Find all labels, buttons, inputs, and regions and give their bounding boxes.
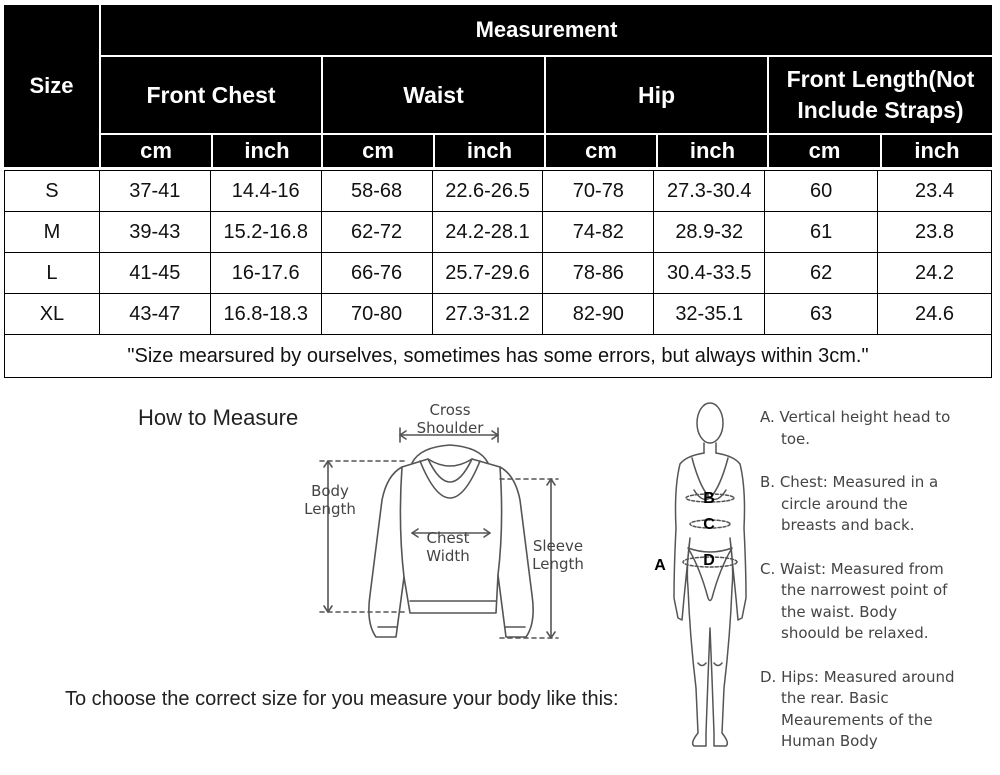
table-cell: 37-41	[99, 171, 210, 212]
chest-width-label: Chest Width	[426, 529, 470, 565]
table-cell: 23.4	[878, 171, 992, 212]
unit-header: inch	[435, 135, 544, 167]
table-row	[5, 212, 992, 253]
size-table	[4, 5, 992, 374]
table-cell: 70-80	[321, 294, 432, 335]
table-cell: 30.4-33.5	[654, 253, 765, 294]
group-header-hip: Hip	[546, 57, 767, 133]
table-cell: 25.7-29.6	[432, 253, 543, 294]
table-cell: 70-78	[543, 171, 654, 212]
legend-item-c: C. Waist: Measured from the narrowest point of the waist. Body shoould be relaxed.	[760, 559, 948, 642]
table-cell: 62-72	[321, 212, 432, 253]
unit-header: cm	[101, 135, 211, 167]
legend-item-b: B. Chest: Measured in a circle around the breasts and back.	[760, 473, 939, 534]
sleeve-length-label: Sleeve Length	[532, 537, 584, 573]
human-body-figure-icon	[660, 398, 760, 753]
table-cell: 58-68	[321, 171, 432, 212]
unit-header: inch	[213, 135, 321, 167]
measurement-header: Measurement	[101, 5, 992, 55]
table-row	[5, 171, 992, 212]
marker-d: D	[703, 552, 715, 569]
how-to-measure-title: How to Measure	[138, 405, 299, 430]
measure-instruction: To choose the correct size for you measure your body like this:	[65, 688, 619, 710]
legend-item-d: D. Hips: Measured around the rear. Basic Meaurements of the Human Body	[760, 667, 955, 750]
table-cell: 62	[765, 253, 878, 294]
table-note-row	[5, 335, 992, 378]
measure-legend	[760, 407, 960, 753]
table-cell: 32-35.1	[654, 294, 765, 335]
body-length-label: Body Length	[304, 482, 356, 518]
size-cell: M	[5, 212, 100, 253]
size-cell: XL	[5, 294, 100, 335]
table-cell: 24.2-28.1	[432, 212, 543, 253]
table-cell: 16.8-18.3	[210, 294, 321, 335]
marker-c: C	[703, 516, 715, 533]
table-cell: 43-47	[99, 294, 210, 335]
table-cell: 41-45	[99, 253, 210, 294]
group-header-waist: Waist	[323, 57, 544, 133]
table-cell: 27.3-31.2	[432, 294, 543, 335]
table-cell: 23.8	[878, 212, 992, 253]
cross-shoulder-label: Cross Shoulder	[416, 401, 484, 437]
size-cell: L	[5, 253, 100, 294]
table-cell: 24.6	[878, 294, 992, 335]
table-cell: 78-86	[543, 253, 654, 294]
table-cell: 22.6-26.5	[432, 171, 543, 212]
table-cell: 39-43	[99, 212, 210, 253]
table-note: "Size mearsured by ourselves, sometimes has some errors, but always within 3cm."	[5, 335, 992, 378]
table-cell: 82-90	[543, 294, 654, 335]
table-cell: 24.2	[878, 253, 992, 294]
table-cell: 15.2-16.8	[210, 212, 321, 253]
legend-item-a: A. Vertical height head to toe.	[760, 408, 951, 448]
table-cell: 28.9-32	[654, 212, 765, 253]
table-cell: 61	[765, 212, 878, 253]
table-row	[5, 253, 992, 294]
table-row	[5, 294, 992, 335]
table-cell: 14.4-16	[210, 171, 321, 212]
table-cell: 63	[765, 294, 878, 335]
unit-header: cm	[769, 135, 880, 167]
size-data-table	[4, 170, 992, 378]
unit-header: inch	[882, 135, 992, 167]
table-cell: 27.3-30.4	[654, 171, 765, 212]
unit-header: inch	[658, 135, 767, 167]
marker-a: A	[654, 557, 666, 574]
group-header-front-length: Front Length(Not Include Straps)	[769, 57, 992, 133]
unit-header: cm	[323, 135, 433, 167]
table-cell: 74-82	[543, 212, 654, 253]
table-cell: 60	[765, 171, 878, 212]
group-header-front-chest: Front Chest	[101, 57, 321, 133]
marker-b: B	[703, 490, 715, 507]
table-cell: 66-76	[321, 253, 432, 294]
size-header: Size	[4, 5, 99, 167]
unit-header: cm	[546, 135, 656, 167]
size-cell: S	[5, 171, 100, 212]
table-cell: 16-17.6	[210, 253, 321, 294]
